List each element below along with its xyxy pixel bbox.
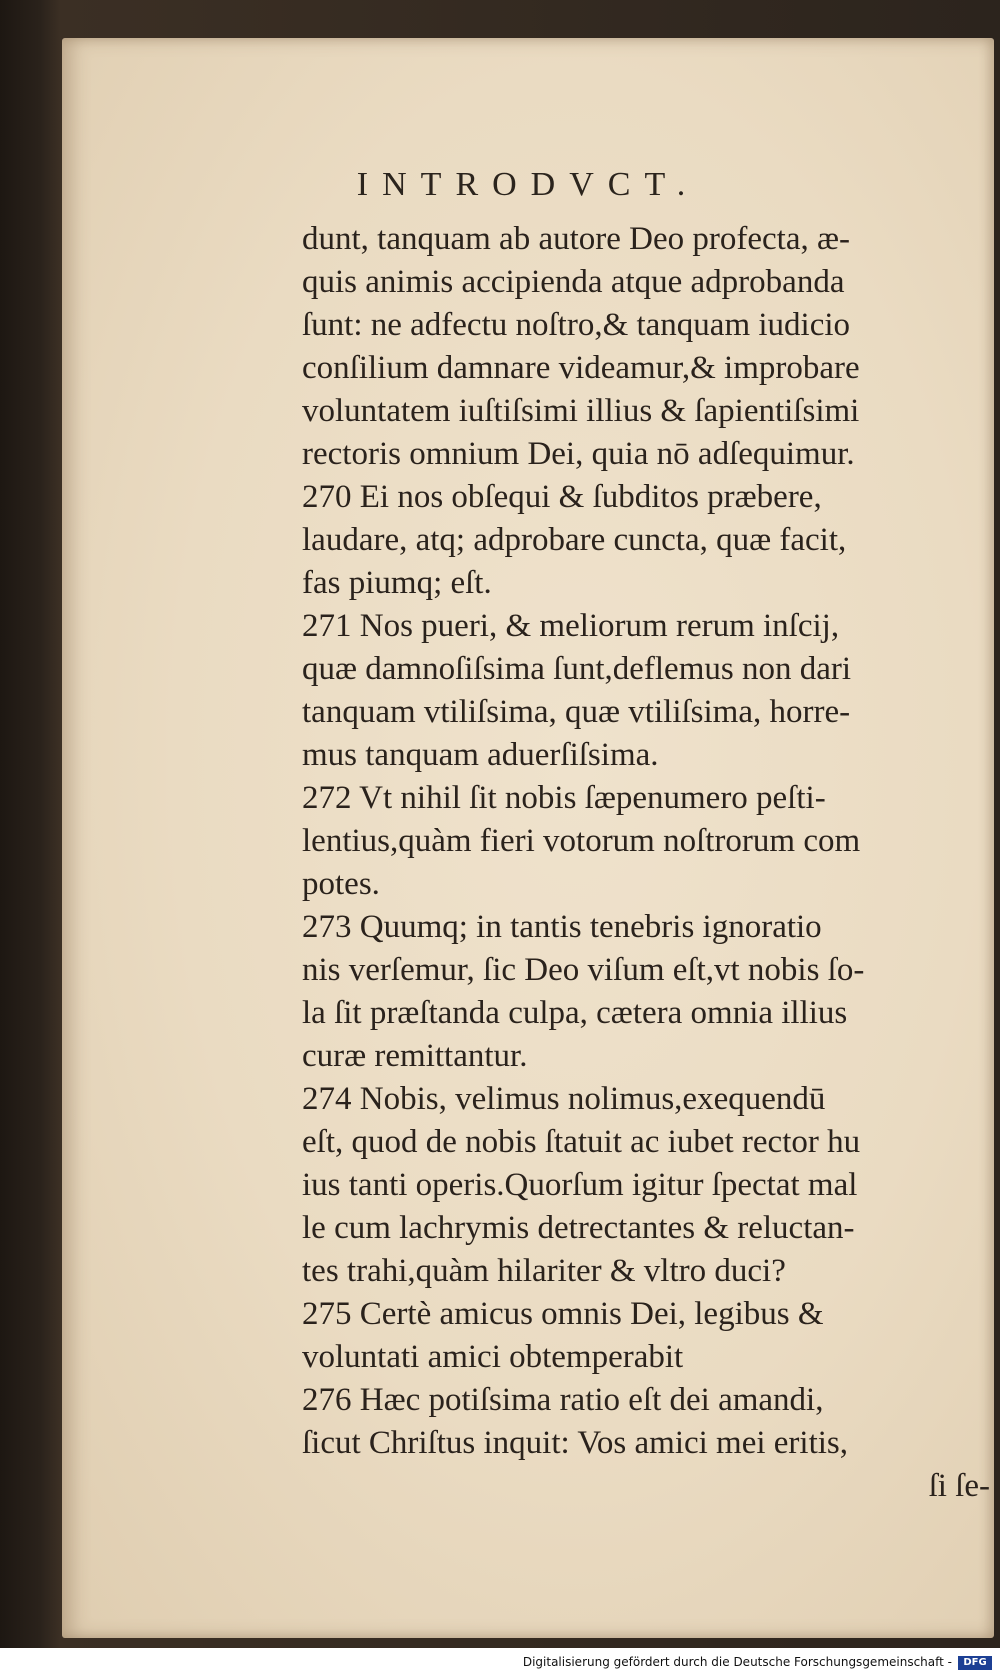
text-line: rectoris omnium Dei, quia nō adſequimur. [302, 436, 855, 472]
text-line: 274 Nobis, velimus nolimus,exequendū [302, 1081, 826, 1117]
running-head: INTRODVCT. [356, 166, 700, 203]
text-line: ſunt: ne adfectu noſtro,& tanquam iudicio [302, 307, 851, 343]
text-line: quis animis accipienda atque adprobanda [302, 264, 845, 300]
text-line: quæ damnoſiſsima ſunt,deflemus non dari [302, 651, 852, 687]
catchword: ſi ſe- [928, 1468, 990, 1504]
text-line: 271 Nos pueri, & meliorum rerum inſcij, [302, 608, 840, 644]
text-line: voluntati amici obtemperabit [302, 1339, 684, 1375]
text-line: 270 Ei nos obſequi & ſubditos præbere, [302, 479, 822, 515]
book-page [62, 38, 994, 1638]
dfg-logo: DFG [958, 1656, 992, 1670]
text-line: ſicut Chriſtus inquit: Vos amici mei eritis, [302, 1425, 849, 1461]
text-line: 275 Certè amicus omnis Dei, legibus & [302, 1296, 824, 1332]
text-line: curæ remittantur. [302, 1038, 528, 1074]
text-line: lentius,quàm fieri votorum noſtrorum com [302, 823, 861, 859]
text-line: ius tanti operis.Quorſum igitur ſpectat mal [302, 1167, 858, 1203]
text-line: tes trahi,quàm hilariter & vltro duci? [302, 1253, 786, 1289]
text-line: voluntatem iuſtiſsimi illius & ſapientiſsimi [302, 393, 860, 429]
footer-credit: Digitalisierung gefördert durch die Deutsche Forschungsgemeinschaft - [522, 1655, 952, 1669]
text-line: 273 Quumq; in tantis tenebris ignoratio [302, 909, 822, 945]
text-block [302, 218, 1000, 1508]
footer-bar [0, 1648, 1000, 1676]
text-line: 276 Hæc potiſsima ratio eſt dei amandi, [302, 1382, 824, 1418]
text-line: fas piumq; eſt. [302, 565, 492, 601]
text-line: laudare, atq; adprobare cuncta, quæ facit, [302, 522, 847, 558]
text-line: la ſit præſtanda culpa, cætera omnia illius [302, 995, 848, 1031]
text-line: dunt, tanquam ab autore Deo profecta, æ- [302, 221, 850, 257]
text-line: conſilium damnare videamur,& improbare [302, 350, 860, 386]
text-line: tanquam vtiliſsima, quæ vtiliſsima, horre- [302, 694, 851, 730]
text-line: eſt, quod de nobis ſtatuit ac iubet rector hu [302, 1124, 861, 1160]
text-line: mus tanquam aduerſiſsima. [302, 737, 659, 773]
text-line: le cum lachrymis detrectantes & reluctan- [302, 1210, 855, 1246]
text-line: potes. [302, 866, 380, 902]
text-line: nis verſemur, ſic Deo viſum eſt,vt nobis ſo- [302, 952, 865, 988]
text-line: 272 Vt nihil ſit nobis ſæpenumero peſti- [302, 780, 826, 816]
